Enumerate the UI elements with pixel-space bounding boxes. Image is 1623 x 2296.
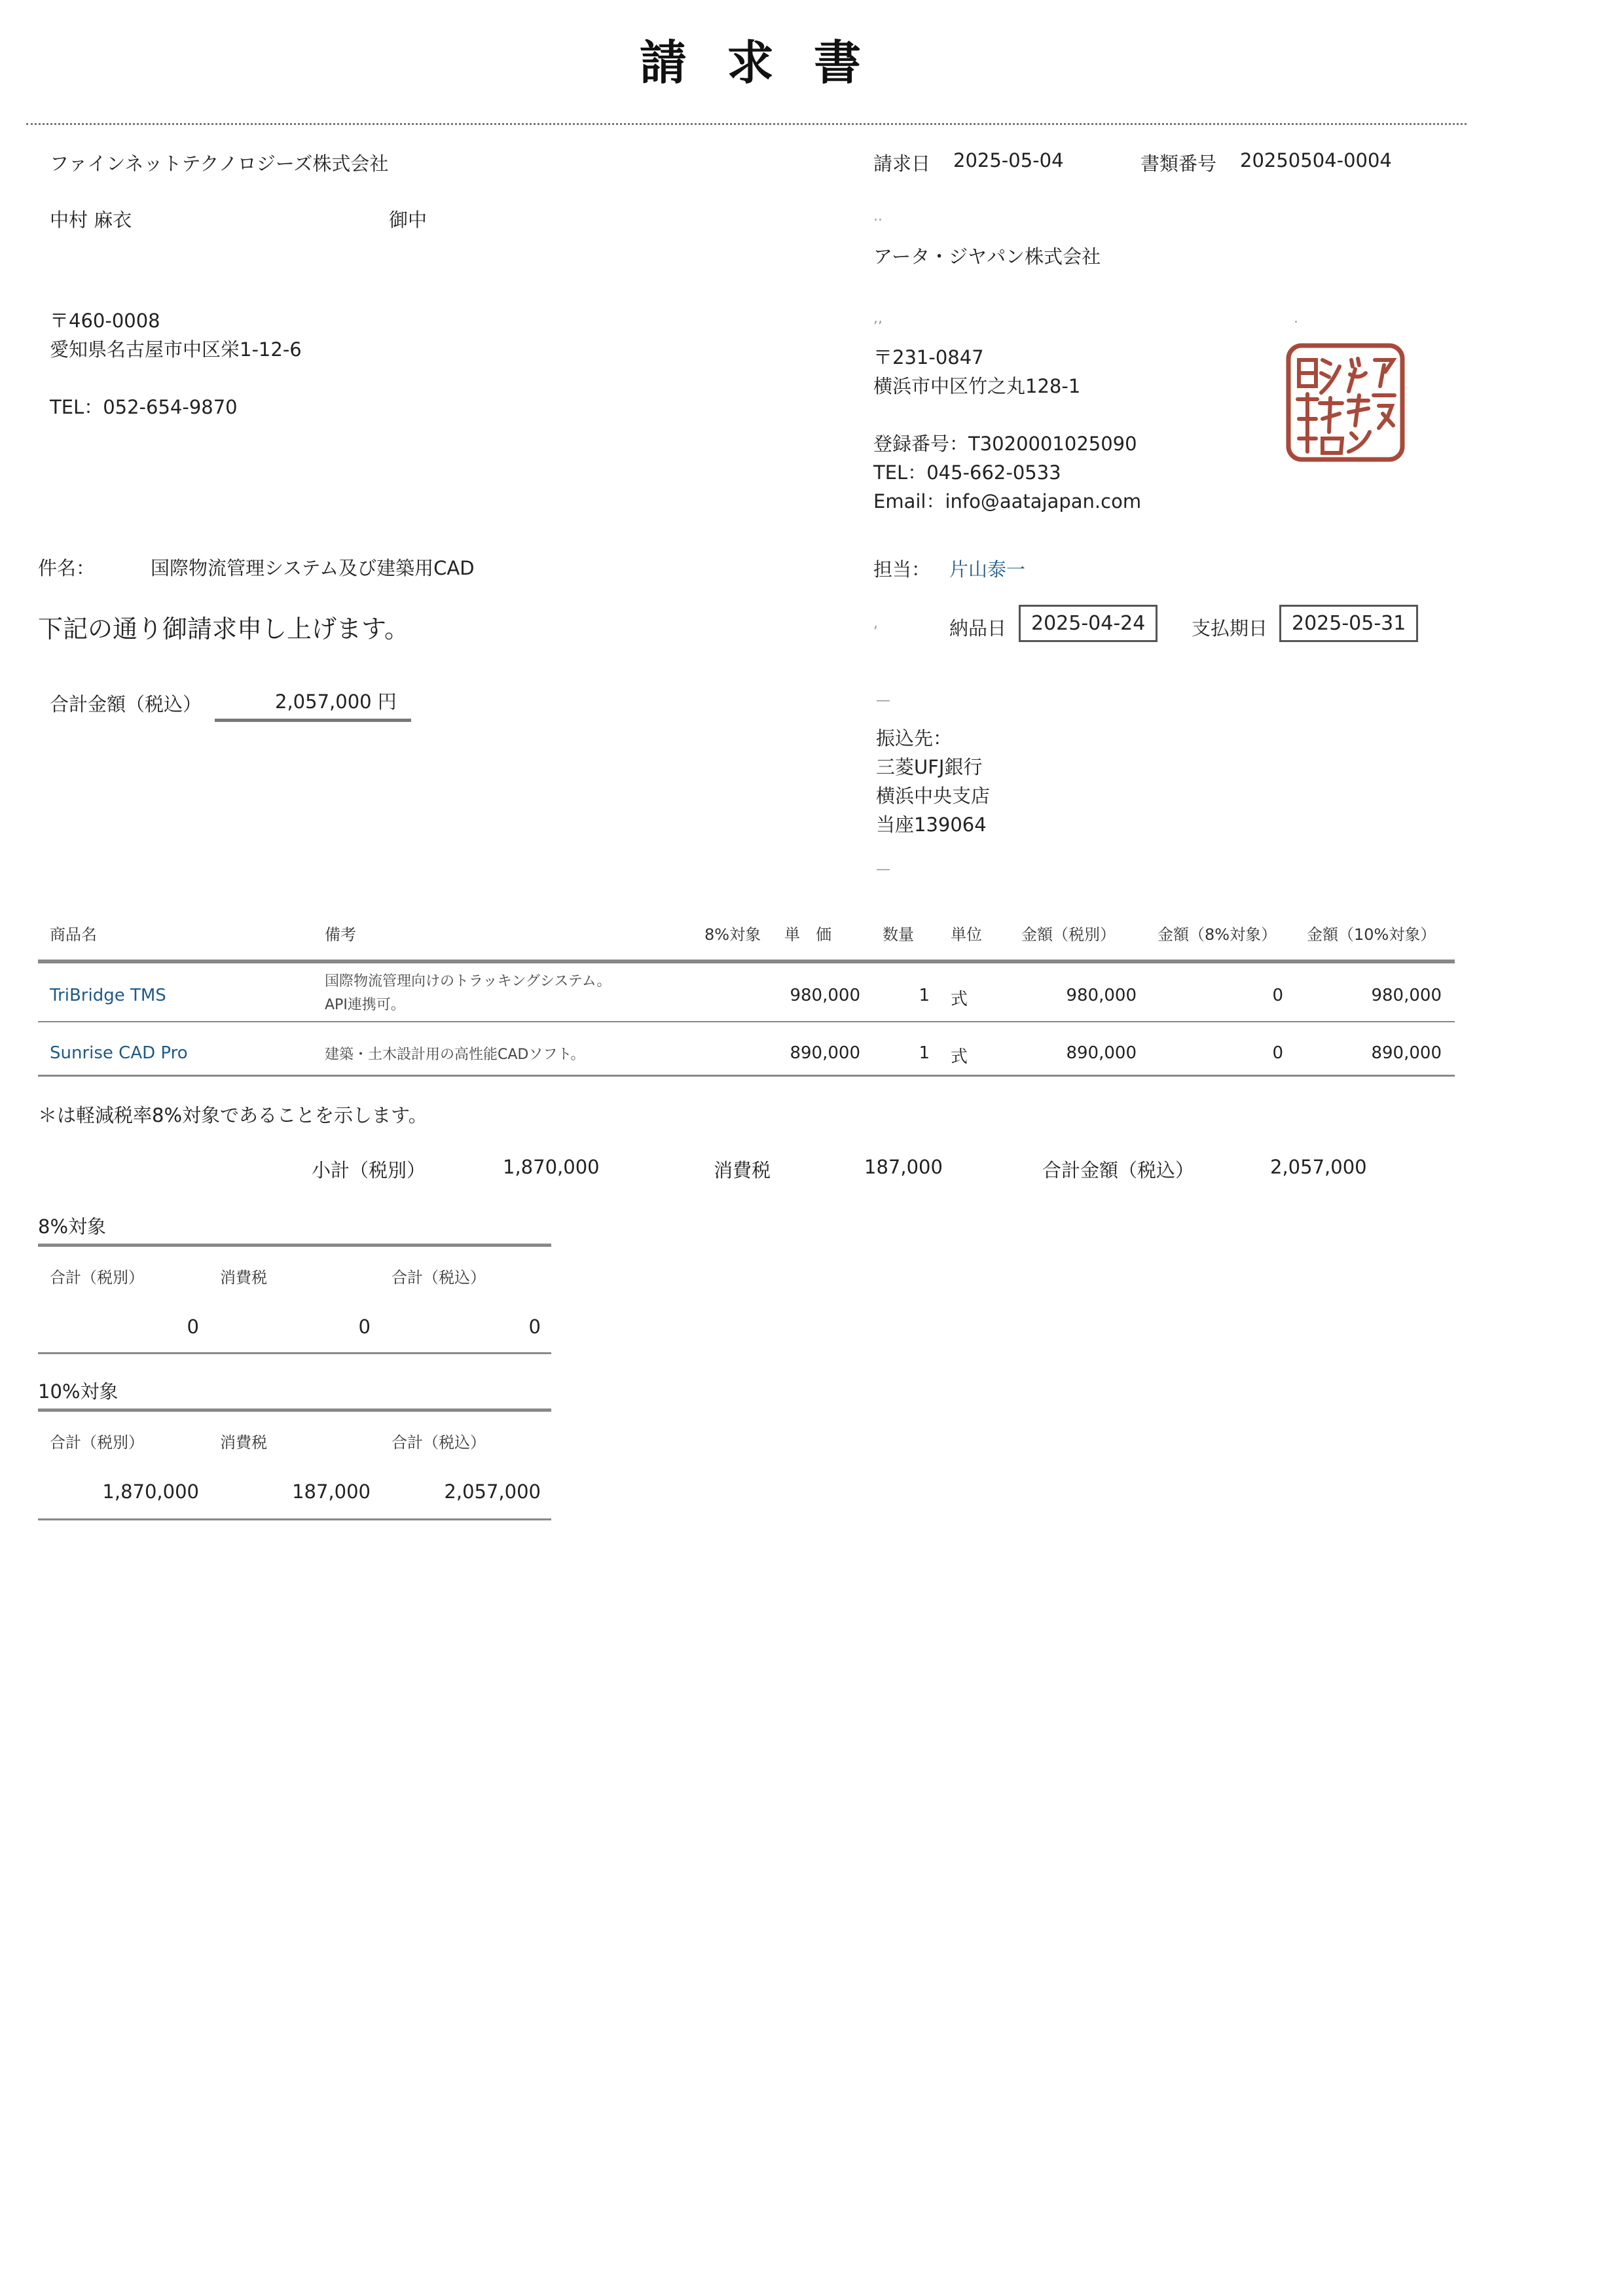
tax8-header-total: 合計（税込） bbox=[392, 1268, 486, 1287]
item-name: Sunrise CAD Pro bbox=[50, 1043, 188, 1063]
invoice-message: 下記の通り御請求申し上げます。 bbox=[38, 615, 409, 643]
item-amount8: 0 bbox=[1272, 986, 1283, 1005]
mark: . bbox=[1294, 310, 1298, 327]
document-title: 請 求 書 bbox=[639, 35, 873, 90]
document-number: 20250504-0004 bbox=[1240, 149, 1392, 171]
delivery-date: 2025-04-24 bbox=[1019, 605, 1158, 642]
due-date-label: 支払期日 bbox=[1192, 617, 1268, 639]
bank-label: 振込先： bbox=[876, 727, 953, 749]
table-header-reduced: 8%対象 bbox=[704, 925, 761, 944]
reduced-tax-footnote: ＊は軽減税率8%対象であることを示します。 bbox=[38, 1104, 428, 1126]
item-qty: 1 bbox=[919, 1043, 930, 1063]
mark: , bbox=[873, 615, 878, 632]
item-amount10: 890,000 bbox=[1371, 1043, 1442, 1063]
bank-branch: 横浜中央支店 bbox=[876, 785, 991, 807]
item-unit: 式 bbox=[951, 990, 968, 1009]
item-amount8: 0 bbox=[1272, 1043, 1283, 1063]
tax10-header-tax: 消費税 bbox=[220, 1433, 267, 1452]
tax8-total: 0 bbox=[528, 1316, 541, 1338]
mark: ,, bbox=[873, 310, 883, 327]
tax8-title: 8%対象 bbox=[38, 1215, 107, 1238]
company-seal-icon bbox=[1283, 340, 1408, 465]
due-date: 2025-05-31 bbox=[1279, 605, 1418, 642]
delivery-date-label: 納品日 bbox=[949, 617, 1007, 639]
staff-name: 片山泰一 bbox=[949, 558, 1026, 581]
tax8-header-subtotal: 合計（税別） bbox=[50, 1268, 144, 1287]
invoice-date-label: 請求日 bbox=[873, 152, 931, 175]
issuer-address: 横浜市中区竹之丸128-1 bbox=[873, 375, 1081, 397]
invoice-date: 2025-05-04 bbox=[953, 149, 1064, 171]
item-amount: 890,000 bbox=[1066, 1043, 1137, 1063]
grand-total-label: 合計金額（税込） bbox=[1042, 1159, 1195, 1181]
mark: — bbox=[876, 692, 890, 709]
total-label: 合計金額（税込） bbox=[50, 693, 202, 715]
item-amount: 980,000 bbox=[1066, 986, 1137, 1005]
item-note-2: API連携可。 bbox=[325, 997, 405, 1013]
table-header-price: 単 価 bbox=[784, 925, 831, 944]
tax8-bottom-rule bbox=[38, 1352, 551, 1354]
table-row bbox=[0, 1022, 1623, 1075]
bank-account: 当座139064 bbox=[876, 814, 987, 836]
issuer-tel: TEL：045-662-0533 bbox=[873, 461, 1061, 484]
subject-value: 国際物流管理システム及び建築用CAD bbox=[151, 557, 475, 579]
issuer-postal: 〒231-0847 bbox=[873, 346, 984, 368]
tax10-top-rule bbox=[38, 1408, 551, 1412]
table-row bbox=[0, 962, 1623, 1022]
tax10-bottom-rule bbox=[38, 1518, 551, 1520]
mark: — bbox=[876, 861, 890, 878]
title-divider bbox=[26, 123, 1467, 125]
recipient-tel: TEL：052-654-9870 bbox=[50, 396, 238, 418]
tax8-header-tax: 消費税 bbox=[220, 1268, 267, 1287]
recipient-postal: 〒460-0008 bbox=[50, 310, 160, 332]
recipient-address: 愛知県名古屋市中区栄1-12-6 bbox=[50, 338, 302, 361]
item-price: 890,000 bbox=[790, 1043, 860, 1063]
tax10-header-subtotal: 合計（税別） bbox=[50, 1433, 144, 1452]
subtotal-value: 1,870,000 bbox=[503, 1156, 600, 1178]
table-header-amount10: 金額（10%対象） bbox=[1307, 925, 1436, 944]
grand-total-value: 2,057,000 bbox=[1270, 1156, 1367, 1178]
mark: .. bbox=[873, 208, 883, 224]
item-unit: 式 bbox=[951, 1047, 968, 1067]
item-price: 980,000 bbox=[790, 986, 860, 1005]
tax-label: 消費税 bbox=[714, 1159, 771, 1181]
item-qty: 1 bbox=[919, 986, 930, 1005]
tax10-total: 2,057,000 bbox=[444, 1480, 541, 1503]
issuer-registration: 登録番号：T3020001025090 bbox=[873, 433, 1137, 455]
item-note: 国際物流管理向けのトラッキングシステム。 bbox=[325, 973, 611, 990]
issuer-company: アータ・ジヤパン株式会社 bbox=[873, 245, 1101, 268]
tax10-tax: 187,000 bbox=[292, 1480, 371, 1503]
table-header-amount8: 金額（8%対象） bbox=[1158, 925, 1277, 944]
table-header-amount: 金額（税別） bbox=[1021, 925, 1116, 944]
total-value: 2,057,000 円 bbox=[275, 691, 397, 713]
tax8-tax: 0 bbox=[358, 1316, 371, 1338]
tax10-title: 10%対象 bbox=[38, 1380, 119, 1403]
item-amount10: 980,000 bbox=[1371, 986, 1442, 1005]
tax10-subtotal: 1,870,000 bbox=[102, 1480, 199, 1503]
table-bottom-rule bbox=[38, 1075, 1455, 1077]
recipient-person: 中村 麻衣 bbox=[50, 209, 132, 231]
recipient-honorific: 御中 bbox=[389, 209, 428, 231]
document-number-label: 書類番号 bbox=[1140, 152, 1217, 175]
item-note: 建築・土木設計用の高性能CADソフト。 bbox=[325, 1047, 585, 1063]
bank-name: 三菱UFJ銀行 bbox=[876, 756, 983, 778]
item-name: TriBridge TMS bbox=[50, 986, 166, 1005]
subject-label: 件名： bbox=[38, 557, 96, 579]
table-header-unit: 単位 bbox=[951, 925, 982, 944]
table-header-name: 商品名 bbox=[50, 925, 97, 944]
tax10-header-total: 合計（税込） bbox=[392, 1433, 486, 1452]
staff-label: 担当： bbox=[873, 558, 931, 581]
recipient-company: ファインネットテクノロジーズ株式会社 bbox=[50, 152, 389, 175]
issuer-email: Email：info@aatajapan.com bbox=[873, 490, 1142, 512]
table-header-qty: 数量 bbox=[883, 925, 914, 944]
tax-value: 187,000 bbox=[864, 1156, 943, 1178]
tax8-subtotal: 0 bbox=[187, 1316, 199, 1338]
subtotal-label: 小計（税別） bbox=[312, 1159, 426, 1181]
total-underline bbox=[215, 719, 411, 722]
table-header-note: 備考 bbox=[325, 925, 356, 944]
tax8-top-rule bbox=[38, 1244, 551, 1247]
